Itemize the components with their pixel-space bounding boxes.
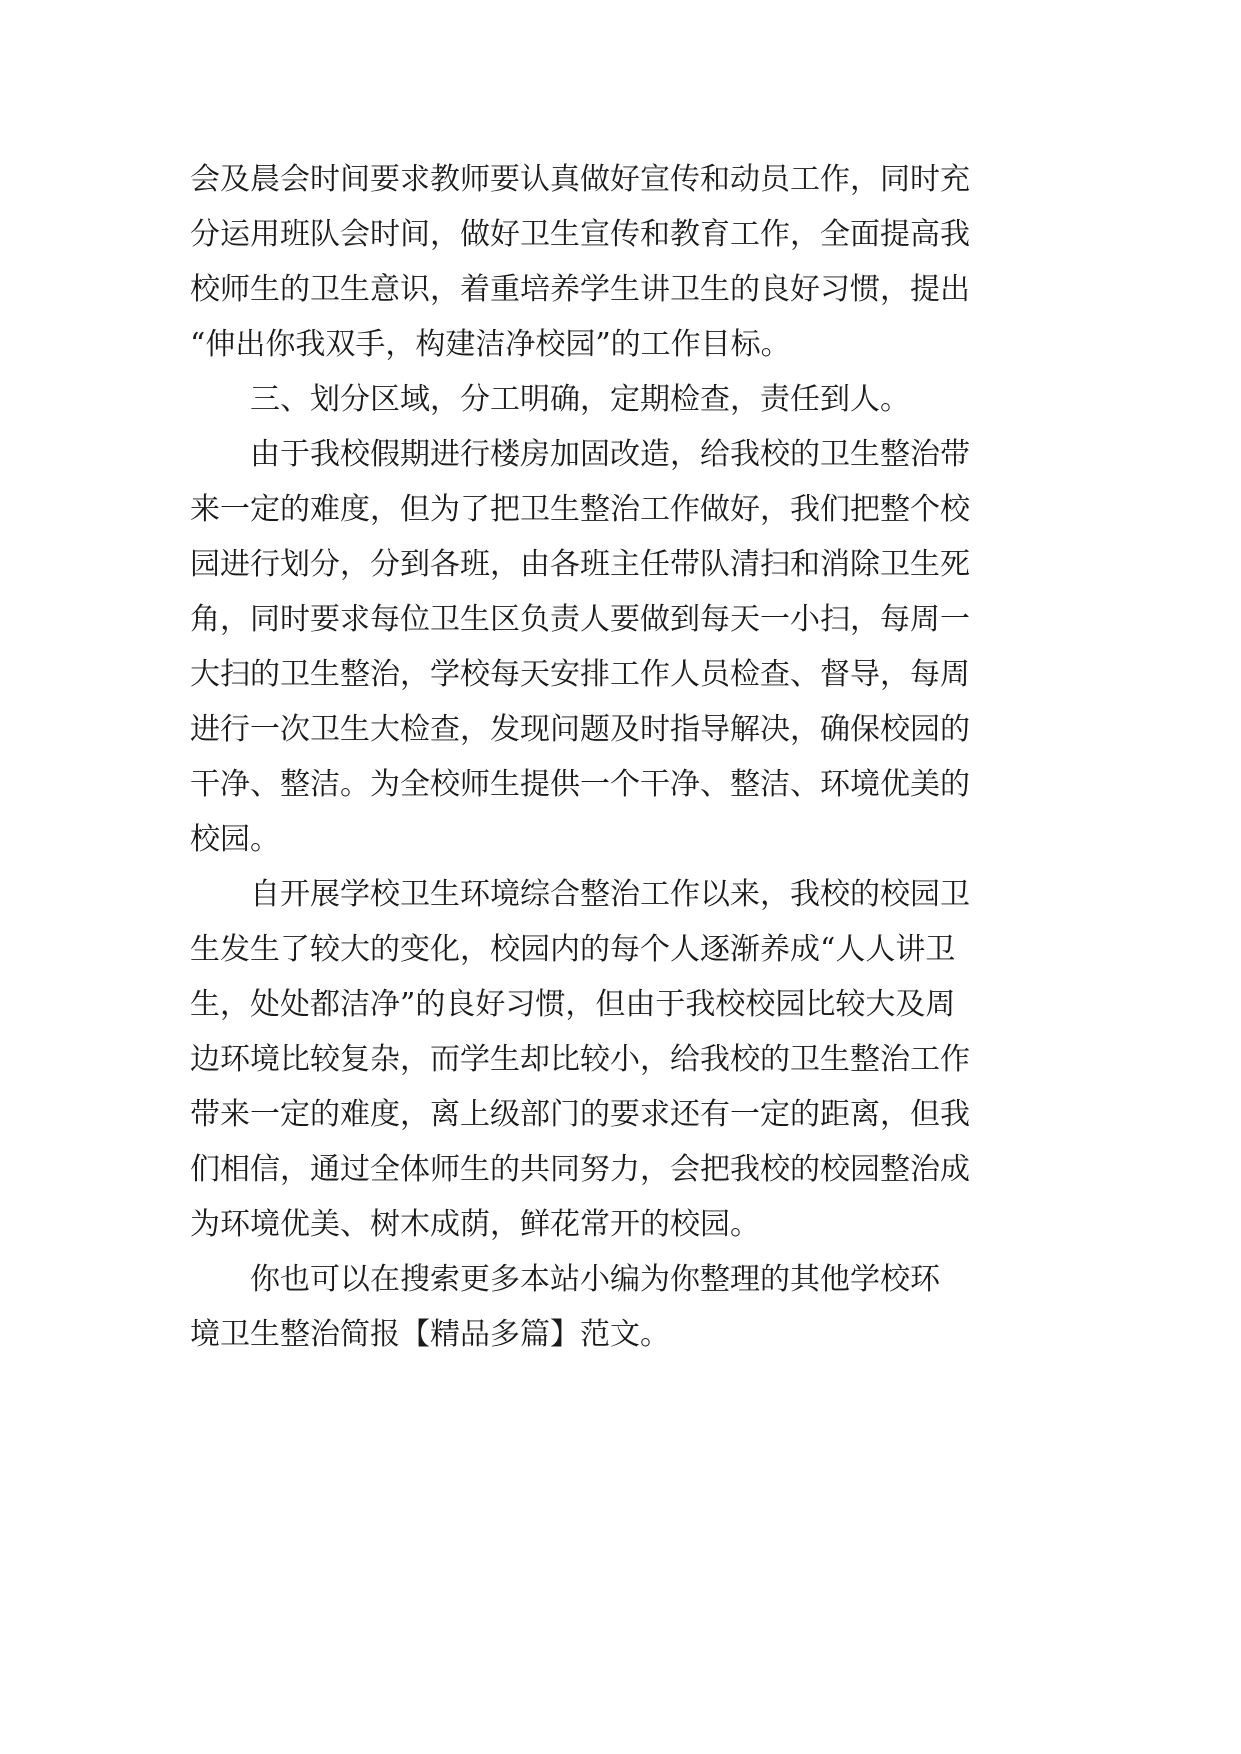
- text-line: 会及晨会时间要求教师要认真做好宣传和动员工作，同时充: [190, 162, 970, 197]
- text-line: 来一定的难度，但为了把卫生整治工作做好，我们把整个校: [190, 492, 970, 527]
- text-line: 境卫生整治简报【精品多篇】范文。: [190, 1317, 670, 1352]
- text-line: 你也可以在搜索更多本站小编为你整理的其他学校环: [250, 1262, 940, 1297]
- text-line: 分运用班队会时间，做好卫生宣传和教育工作，全面提高我: [190, 217, 970, 252]
- text-line: 带来一定的难度，离上级部门的要求还有一定的距离，但我: [190, 1097, 970, 1132]
- text-line: 角，同时要求每位卫生区负责人要做到每天一小扫，每周一: [190, 602, 970, 637]
- text-line: 由于我校假期进行楼房加固改造，给我校的卫生整治带: [250, 437, 970, 472]
- text-line: 边环境比较复杂，而学生却比较小，给我校的卫生整治工作: [190, 1042, 970, 1077]
- text-line: 干净、整洁。为全校师生提供一个干净、整洁、环境优美的: [190, 767, 970, 802]
- text-line: 自开展学校卫生环境综合整治工作以来，我校的校园卫: [250, 877, 970, 912]
- text-line: 校师生的卫生意识，着重培养学生讲卫生的良好习惯，提出: [190, 272, 970, 307]
- text-line: “伸出你我双手，构建洁净校园”的工作目标。: [190, 327, 791, 362]
- text-line: 们相信，通过全体师生的共同努力，会把我校的校园整治成: [190, 1152, 970, 1187]
- text-line: 进行一次卫生大检查，发现问题及时指导解决，确保校园的: [190, 712, 970, 747]
- section-heading: 三、划分区域，分工明确，定期检查，责任到人。: [250, 382, 910, 417]
- text-line: 园进行划分，分到各班，由各班主任带队清扫和消除卫生死: [190, 547, 970, 582]
- text-line: 为环境优美、树木成荫，鲜花常开的校园。: [190, 1207, 760, 1242]
- text-line: 大扫的卫生整治，学校每天安排工作人员检查、督导，每周: [190, 657, 970, 692]
- text-line: 生，处处都洁净”的良好习惯，但由于我校校园比较大及周: [190, 987, 956, 1022]
- text-line: 校园。: [190, 822, 280, 857]
- text-line: 生发生了较大的变化，校园内的每个人逐渐养成“人人讲卫: [190, 932, 956, 967]
